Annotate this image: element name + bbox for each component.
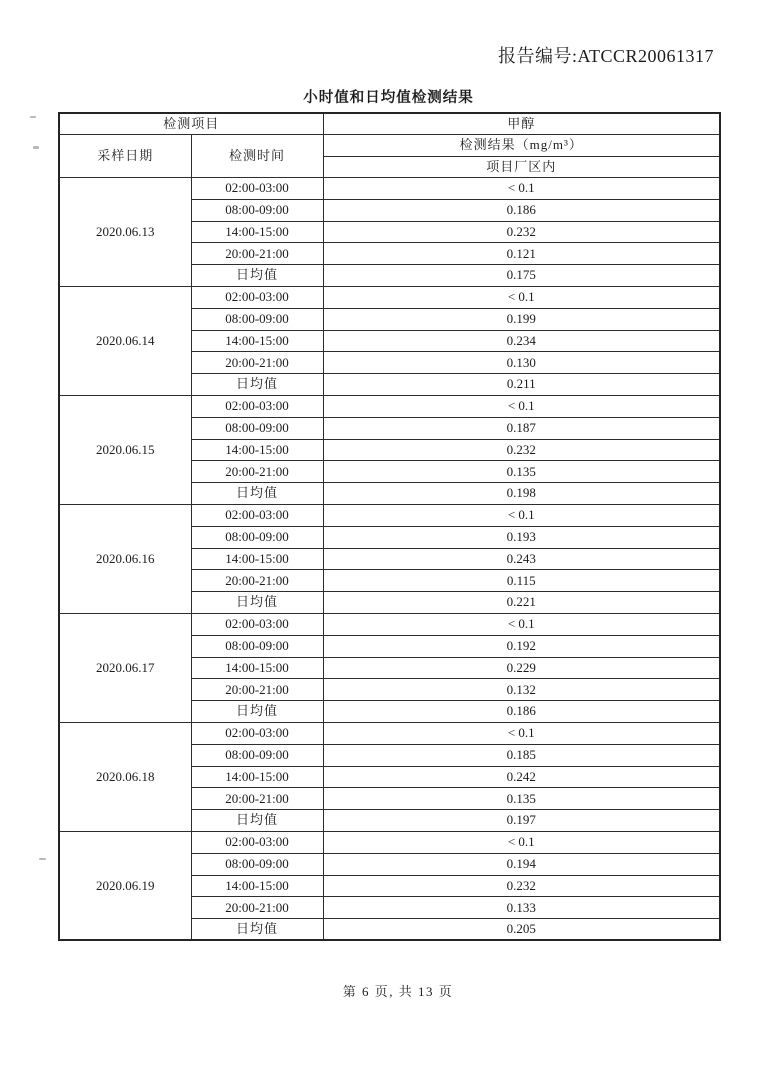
results-table [58,112,721,941]
time-cell: 14:00-15:00 [191,548,323,570]
table-row [59,395,720,417]
result-cell: < 0.1 [323,286,720,308]
result-cell: 0.121 [323,243,720,265]
result-cell: 0.199 [323,308,720,330]
time-cell: 日均值 [191,919,323,941]
result-cell: 0.186 [323,701,720,723]
result-cell: 0.185 [323,744,720,766]
time-cell: 日均值 [191,265,323,287]
result-cell: < 0.1 [323,395,720,417]
time-cell: 02:00-03:00 [191,504,323,526]
date-cell: 2020.06.16 [59,504,191,613]
result-cell: 0.232 [323,875,720,897]
table-row [59,178,720,200]
date-cell: 2020.06.18 [59,722,191,831]
result-cell: 0.242 [323,766,720,788]
time-cell: 14:00-15:00 [191,657,323,679]
date-cell: 2020.06.14 [59,286,191,395]
table-row [59,613,720,635]
date-cell: 2020.06.13 [59,178,191,287]
table-header-row [59,113,720,135]
time-cell: 08:00-09:00 [191,635,323,657]
result-cell: 0.175 [323,265,720,287]
page-title: 小时值和日均值检测结果 [303,90,474,106]
time-cell: 14:00-15:00 [191,221,323,243]
result-cell: < 0.1 [323,722,720,744]
time-cell: 20:00-21:00 [191,897,323,919]
result-cell: 0.193 [323,526,720,548]
result-cell: 0.197 [323,810,720,832]
date-cell: 2020.06.15 [59,395,191,504]
table-header-row [59,135,720,157]
time-cell: 20:00-21:00 [191,570,323,592]
table-row [59,504,720,526]
time-cell: 日均值 [191,592,323,614]
time-cell: 14:00-15:00 [191,439,323,461]
time-cell: 14:00-15:00 [191,875,323,897]
time-cell: 20:00-21:00 [191,352,323,374]
time-cell: 08:00-09:00 [191,417,323,439]
result-cell: 0.187 [323,417,720,439]
scan-speckle [33,146,39,149]
time-cell: 08:00-09:00 [191,744,323,766]
result-cell: 0.232 [323,221,720,243]
result-cell: 0.229 [323,657,720,679]
time-cell: 20:00-21:00 [191,243,323,265]
page-number: 第 6 页, 共 13 页 [342,984,454,999]
result-cell: < 0.1 [323,504,720,526]
time-cell: 20:00-21:00 [191,461,323,483]
result-cell: 0.186 [323,199,720,221]
header-detection-time: 检测时间 [191,135,323,178]
result-cell: 0.243 [323,548,720,570]
time-cell: 08:00-09:00 [191,526,323,548]
result-cell: < 0.1 [323,831,720,853]
time-cell: 日均值 [191,701,323,723]
time-cell: 14:00-15:00 [191,766,323,788]
time-cell: 日均值 [191,810,323,832]
time-cell: 08:00-09:00 [191,308,323,330]
table-row [59,831,720,853]
time-cell: 02:00-03:00 [191,613,323,635]
scan-speckle [39,858,46,860]
time-cell: 02:00-03:00 [191,722,323,744]
header-sampling-date: 采样日期 [59,135,191,178]
result-cell: 0.192 [323,635,720,657]
time-cell: 08:00-09:00 [191,853,323,875]
result-cell: < 0.1 [323,613,720,635]
date-cell: 2020.06.17 [59,613,191,722]
result-cell: 0.198 [323,483,720,505]
time-cell: 14:00-15:00 [191,330,323,352]
time-cell: 20:00-21:00 [191,788,323,810]
result-cell: 0.133 [323,897,720,919]
table-row [59,286,720,308]
header-result-unit: 检测结果（mg/m³） [323,135,720,157]
date-cell: 2020.06.19 [59,831,191,940]
time-cell: 02:00-03:00 [191,286,323,308]
time-cell: 08:00-09:00 [191,199,323,221]
result-cell: 0.132 [323,679,720,701]
result-cell: 0.135 [323,788,720,810]
result-cell: 0.115 [323,570,720,592]
report-number: 报告编号:ATCCR20061317 [497,46,714,66]
time-cell: 02:00-03:00 [191,831,323,853]
time-cell: 02:00-03:00 [191,178,323,200]
result-cell: 0.211 [323,374,720,396]
result-cell: 0.205 [323,919,720,941]
table-row [59,722,720,744]
result-cell: 0.232 [323,439,720,461]
header-analyte: 甲醇 [323,113,720,135]
result-cell: 0.221 [323,592,720,614]
time-cell: 20:00-21:00 [191,679,323,701]
result-cell: 0.234 [323,330,720,352]
time-cell: 日均值 [191,483,323,505]
header-location: 项目厂区内 [323,156,720,178]
time-cell: 02:00-03:00 [191,395,323,417]
result-cell: 0.130 [323,352,720,374]
result-cell: 0.194 [323,853,720,875]
header-detection-item: 检测项目 [59,113,323,135]
result-cell: 0.135 [323,461,720,483]
result-cell: < 0.1 [323,178,720,200]
time-cell: 日均值 [191,374,323,396]
scan-speckle [30,116,36,118]
